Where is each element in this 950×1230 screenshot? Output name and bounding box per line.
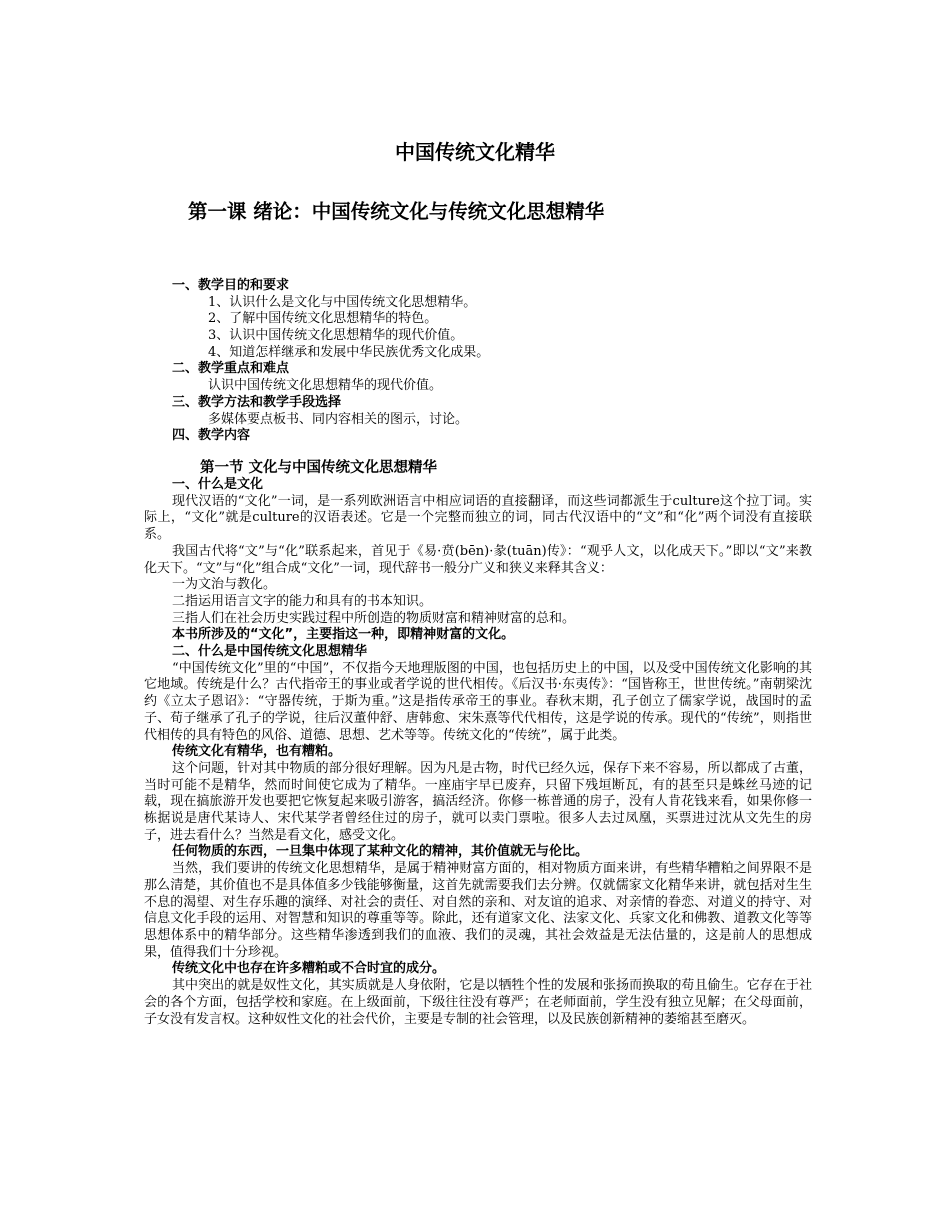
body-heading: 本书所涉及的“文化”，主要指这一种，即精神财富的文化。 [172, 627, 515, 643]
outline-heading: 四、教学内容 [172, 428, 251, 444]
outline-heading: 二、教学重点和难点 [172, 361, 290, 377]
document-title: 中国传统文化精华 [395, 140, 555, 164]
outline-heading: 三、教学方法和教学手段选择 [172, 394, 342, 410]
definition-item: 一为文治与教化。 [172, 577, 277, 593]
paragraph: 这个问题，针对其中物质的部分很好理解。因为凡是古物，时代已经久远，保存下来不容易，所以都成了古董，当时可能不是精华，然而时间使它成为了精华。一座庙宇早已废弃，只留下残垣断瓦，有的甚至只是蛛丝马迹的记载，现在搞旅游开发也要把它恢复起来吸引游客，搞活经济。你修一栋普通的房子，没有人肯花钱来看，如果你修一栋据说是唐代某诗人、宋代某学者曾经住过的房子，就可以卖门票啦。很多人去过凤凰，买票进过沈从文先生的房子，进去看什么？当然是看文化，感受文化。 [144, 760, 812, 843]
body-heading: 二、什么是中国传统文化思想精华 [172, 644, 368, 660]
outline-item: 3、认识中国传统文化思想精华的现代价值。 [208, 328, 464, 344]
outline-item: 2、了解中国传统文化思想精华的特色。 [208, 311, 438, 327]
paragraph: 当然，我们要讲的传统文化思想精华，是属于精神财富方面的，相对物质方面来讲，有些精华糟粕之间界限不是那么清楚，其价值也不是具体值多少钱能够衡量，这首先就需要我们去分辨。仅就儒家文化精华来讲，就包括对生生不息的渴望、对生存乐趣的演绎、对社会的责任、对自然的亲和、对友谊的追求、对亲情的眷恋、对道义的持守、对信息文化手段的运用、对智慧和知识的尊重等等。除此，还有道家文化、法家文化、兵家文化和佛教、道教文化等等思想体系中的精华部分。这些精华渗透到我们的血液、我们的灵魂，其社会效益是无法估量的，这是前人的思想成果，值得我们十分珍视。 [144, 861, 812, 960]
paragraph: “中国传统文化”里的“中国”，不仅指今天地理版图的中国，也包括历史上的中国，以及受中国传统文化影响的其它地域。传统是什么？古代指帝王的事业或者学说的世代相传。《后汉书·东夷传》：“国皆称王，世世传统。”南朝梁沈约《立太子恩诏》：“守器传统，于斯为重。”这是指传承帝王的事业。春秋末期，孔子创立了儒家学说，战国时的孟子、荀子继承了孔子的学说，往后汉董仲舒、唐韩愈、宋朱熹等代代相传，这是学说的传承。现代的“传统”，则指世代相传的具有特色的风俗、道德、思想、艺术等等。传统文化的“传统”，属于此类。 [144, 660, 812, 743]
definition-item: 二指运用语言文字的能力和具有的书本知识。 [172, 593, 433, 609]
section-body [144, 477, 812, 1028]
body-heading: 一、什么是文化 [172, 477, 264, 492]
lesson-subtitle: 第一课 绪论：中国传统文化与传统文化思想精华 [188, 200, 605, 223]
paragraph: 其中突出的就是奴性文化，其实质就是人身依附，它是以牺牲个性的发展和张扬而换取的苟且偷生。它存在于社会的各个方面，包括学校和家庭。在上级面前，下级往往没有尊严；在老师面前，学生没有独立见解；在父母面前，子女没有发言权。这种奴性文化的社会代价，主要是专制的社会管理，以及民族创新精神的萎缩甚至磨灭。 [144, 978, 812, 1027]
body-heading: 任何物质的东西，一旦集中体现了某种文化的精神，其价值就无与伦比。 [172, 844, 589, 860]
paragraph: 现代汉语的“文化”一词，是一系列欧洲语言中相应词语的直接翻译，而这些词都派生于culture这个拉丁词。实际上，“文化”就是culture的汉语表述。它是一个完整而独立的词，同古代汉语中的“文”和“化”两个词没有直接联系。 [144, 493, 812, 543]
section-heading: 第一节 文化与中国传统文化思想精华 [200, 460, 438, 476]
body-heading: 传统文化有精华，也有糟粕。 [172, 744, 342, 760]
paragraph: 我国古代将“文”与“化”联系起来，首见于《易·贲(bēn)·彖(tuān)传》：“观乎人文，以化成天下。”即以“文”来教化天下。“文”与“化”组合成“文化”一词，现代辞书一般分广义和狭义来释其含义： [144, 543, 812, 576]
definition-item: 三指人们在社会历史实践过程中所创造的物质财富和精神财富的总和。 [172, 610, 576, 626]
outline-item: 4、知道怎样继承和发展中华民族优秀文化成果。 [208, 344, 490, 360]
outline-item: 多媒体要点板书、同内容相关的图示，讨论。 [208, 411, 469, 427]
teaching-outline [144, 278, 812, 445]
outline-item: 认识中国传统文化思想精华的现代价值。 [208, 378, 443, 394]
outline-heading: 一、教学目的和要求 [172, 278, 290, 293]
body-heading: 传统文化中也存在许多糟粕或不合时宜的成分。 [172, 961, 446, 977]
outline-item: 1、认识什么是文化与中国传统文化思想精华。 [208, 294, 477, 310]
